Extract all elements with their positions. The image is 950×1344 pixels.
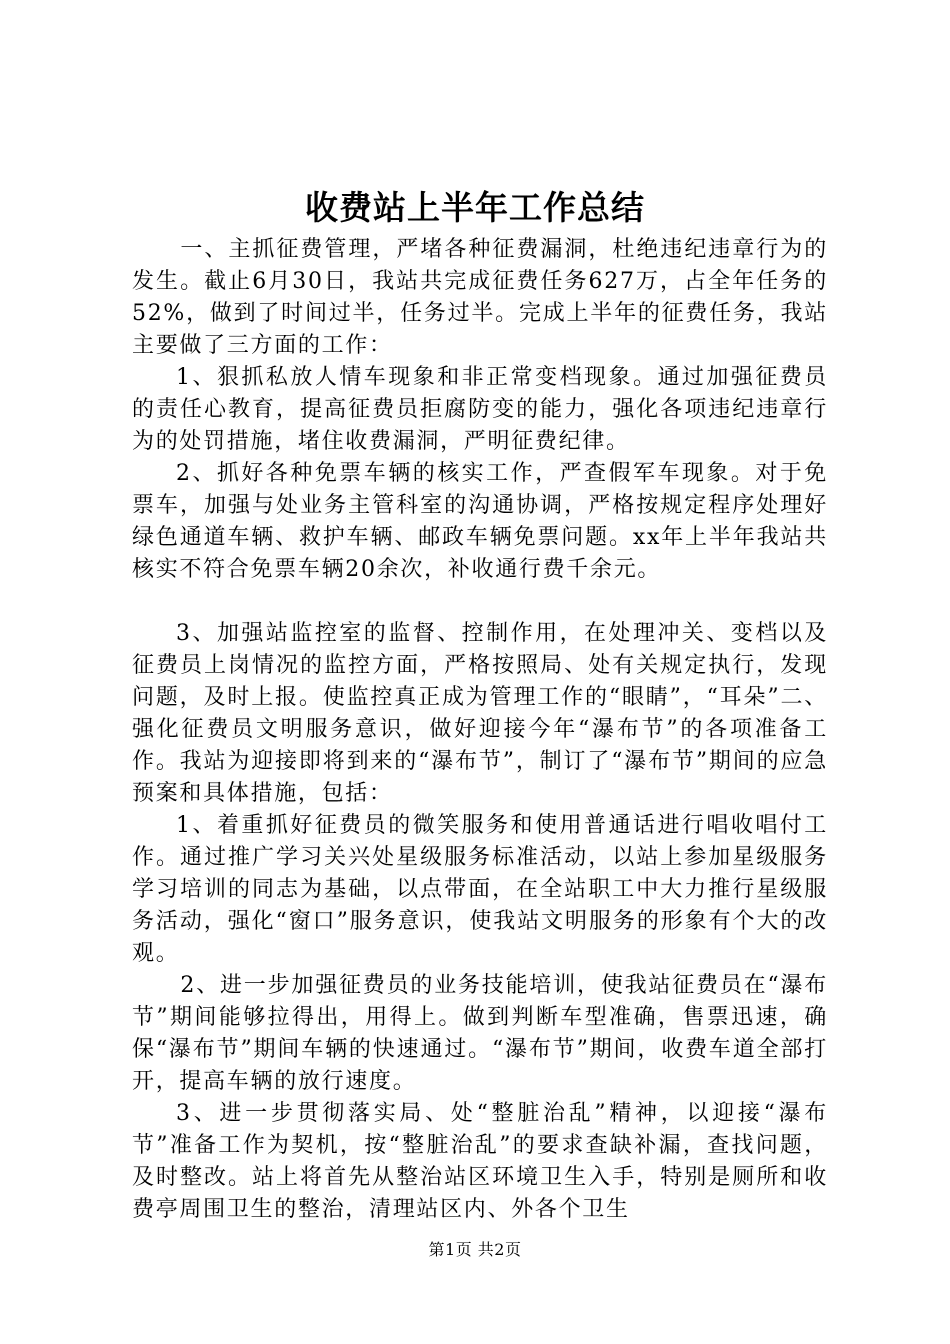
paragraph-section-2-item-1: 1、着重抓好征费员的微笑服务和使用普通话进行唱收唱付工作。通过推广学习关兴处星级服务标准活动，以站上参加星级服务学习培训的同志为基础，以点带面，在全站职工中大力推行星级服务活动，强化“窗口”服务意识，使我站文明服务的形象有个大的改观。: [132, 813, 828, 966]
document-title: 收费站上半年工作总结: [305, 188, 645, 227]
paragraph-item-3-and-section-2: 3、加强站监控室的监督、控制作用，在处理冲关、变档以及征费员上岗情况的监控方面，严格按照局、处有关规定执行，发现问题，及时上报。使监控真正成为管理工作的“眼睛”，“耳朵”二、强化征费员文明服务意识，做好迎接今年“瀑布节”的各项准备工作。我站为迎接即将到来的“瀑布节”，制订了“瀑布节”期间的应急预案和具体措施，包括：: [132, 621, 828, 806]
paragraph-item-2: 2、抓好各种免票车辆的核实工作，严查假军车现象。对于免票车，加强与处业务主管科室的沟通协调，严格按规定程序处理好绿色通道车辆、救护车辆、邮政车辆免票问题。xx年上半年我站共核实不符合免票车辆20余次，补收通行费千余元。: [132, 461, 828, 582]
paragraph-section-2-item-3: 3、进一步贯彻落实局、处“整脏治乱”精神，以迎接“瀑布节”准备工作为契机，按“整脏治乱”的要求查缺补漏，查找问题，及时整改。站上将首先从整治站区环境卫生入手，特别是厕所和收费亭周围卫生的整治，清理站区内、外各个卫生: [132, 1101, 828, 1222]
paragraph-section-1-intro: 一、主抓征费管理，严堵各种征费漏洞，杜绝违纪违章行为的发生。截止6月30日，我站共完成征费任务627万，占全年任务的52%，做到了时间过半，任务过半。完成上半年的征费任务，我站主要做了三方面的工作：: [132, 237, 828, 358]
document-body: [132, 234, 828, 1226]
page-number-footer: 第1页 共2页: [428, 1240, 522, 1259]
paragraph-item-1: 1、狠抓私放人情车现象和非正常变档现象。通过加强征费员的责任心教育，提高征费员拒腐防变的能力，强化各项违纪违章行为的处罚措施，堵住收费漏洞，严明征费纪律。: [132, 365, 828, 454]
paragraph-section-2-item-2: 2、进一步加强征费员的业务技能培训，使我站征费员在“瀑布节”期间能够拉得出，用得上。做到判断车型准确，售票迅速，确保“瀑布节”期间车辆的快速通过。“瀑布节”期间，收费车道全部打开，提高车辆的放行速度。: [132, 973, 828, 1094]
